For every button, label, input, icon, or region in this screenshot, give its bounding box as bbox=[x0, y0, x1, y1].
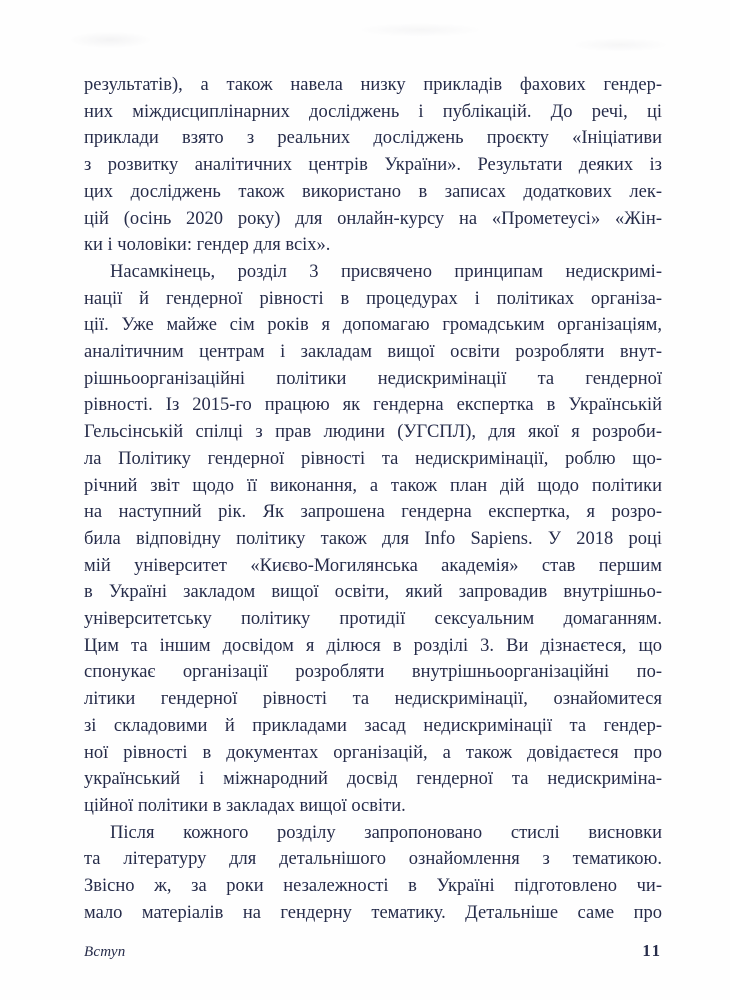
text-line: Гельсінській спілці з прав людини (УГСПЛ), для якої я розроби- bbox=[84, 422, 662, 443]
text-line: спонукає організації розробляти внутрішньоорганізаційні по- bbox=[84, 662, 662, 683]
footer-page-number: 11 bbox=[642, 941, 662, 960]
text-line: ної рівності в документах організацій, а також довідаєтеся про bbox=[84, 742, 662, 763]
text-line: цих досліджень також використано в записах додаткових лек- bbox=[84, 181, 662, 202]
text-line: результатів), а також навела низку прикладів фахових гендер- bbox=[84, 75, 662, 95]
page-footer bbox=[84, 941, 662, 961]
text-line: ційної політики в закладах вищої освіти. bbox=[84, 795, 406, 816]
text-line: український і міжнародний досвід гендерної та недискриміна- bbox=[84, 769, 662, 790]
text-line: аналітичним центрам і закладам вищої освіти розробляти внут- bbox=[84, 342, 662, 363]
text-line: Після кожного розділу запропоновано стислі висновки bbox=[110, 822, 662, 843]
text-line: Насамкінець, розділ 3 присвячено принципам недискримі- bbox=[110, 261, 662, 282]
body-text bbox=[84, 72, 662, 927]
text-line: мій університет «Києво-Могилянська академія» став першим bbox=[84, 555, 662, 576]
text-line: літики гендерної рівності та недискримінації, ознайомитеся bbox=[84, 689, 662, 710]
text-line: зі складовими й прикладами засад недискримінації та гендер- bbox=[84, 715, 662, 736]
text-line: рішньоорганізаційні політики недискримінації та гендерної bbox=[84, 368, 662, 389]
text-line: Цим та іншим досвідом я ділюся в розділі 3. Ви дізнаєтеся, що bbox=[84, 635, 662, 656]
text-line: університетську політику протидії сексуальним домаганням. bbox=[84, 609, 662, 630]
text-line: нації й гендерної рівності в процедурах і політиках організа- bbox=[84, 288, 662, 309]
text-line: та літературу для детальнішого ознайомлення з тематикою. bbox=[84, 849, 662, 870]
footer-section-title: Вступ bbox=[84, 944, 126, 960]
text-line: на наступний рік. Як запрошена гендерна експертка, я розро- bbox=[84, 502, 662, 523]
text-line: рівності. Із 2015-го працюю як гендерна експертка в Українській bbox=[84, 395, 662, 416]
text-line: цій (осінь 2020 року) для онлайн-курсу на «Прометеусі» «Жін- bbox=[84, 208, 662, 229]
text-line: в Україні закладом вищої освіти, який запровадив внутрішньо- bbox=[84, 582, 662, 603]
text-line: річний звіт щодо її виконання, а також план дій щодо політики bbox=[84, 475, 662, 496]
text-line: ла Політику гендерної рівності та недискримінації, роблю що- bbox=[84, 448, 662, 469]
text-line: мало матеріалів на гендерну тематику. Детальніше саме про bbox=[84, 902, 662, 923]
text-line: них міждисциплінарних досліджень і публікацій. До речі, ці bbox=[84, 101, 662, 122]
text-line: Звісно ж, за роки незалежності в Україні підготовлено чи- bbox=[84, 876, 662, 897]
text-line: ки і чоловіки: гендер для всіх». bbox=[84, 235, 331, 256]
text-line: ції. Уже майже сім років я допомагаю громадським організаціям, bbox=[84, 315, 662, 336]
text-line: приклади взято з реальних досліджень проєкту «Ініціативи bbox=[84, 128, 662, 149]
scan-bleed-artifact bbox=[0, 0, 730, 70]
text-line: била відповідну політику також для Info Sapiens. У 2018 році bbox=[84, 528, 662, 549]
text-line: з розвитку аналітичних центрів України». Результати деяких із bbox=[84, 155, 662, 176]
